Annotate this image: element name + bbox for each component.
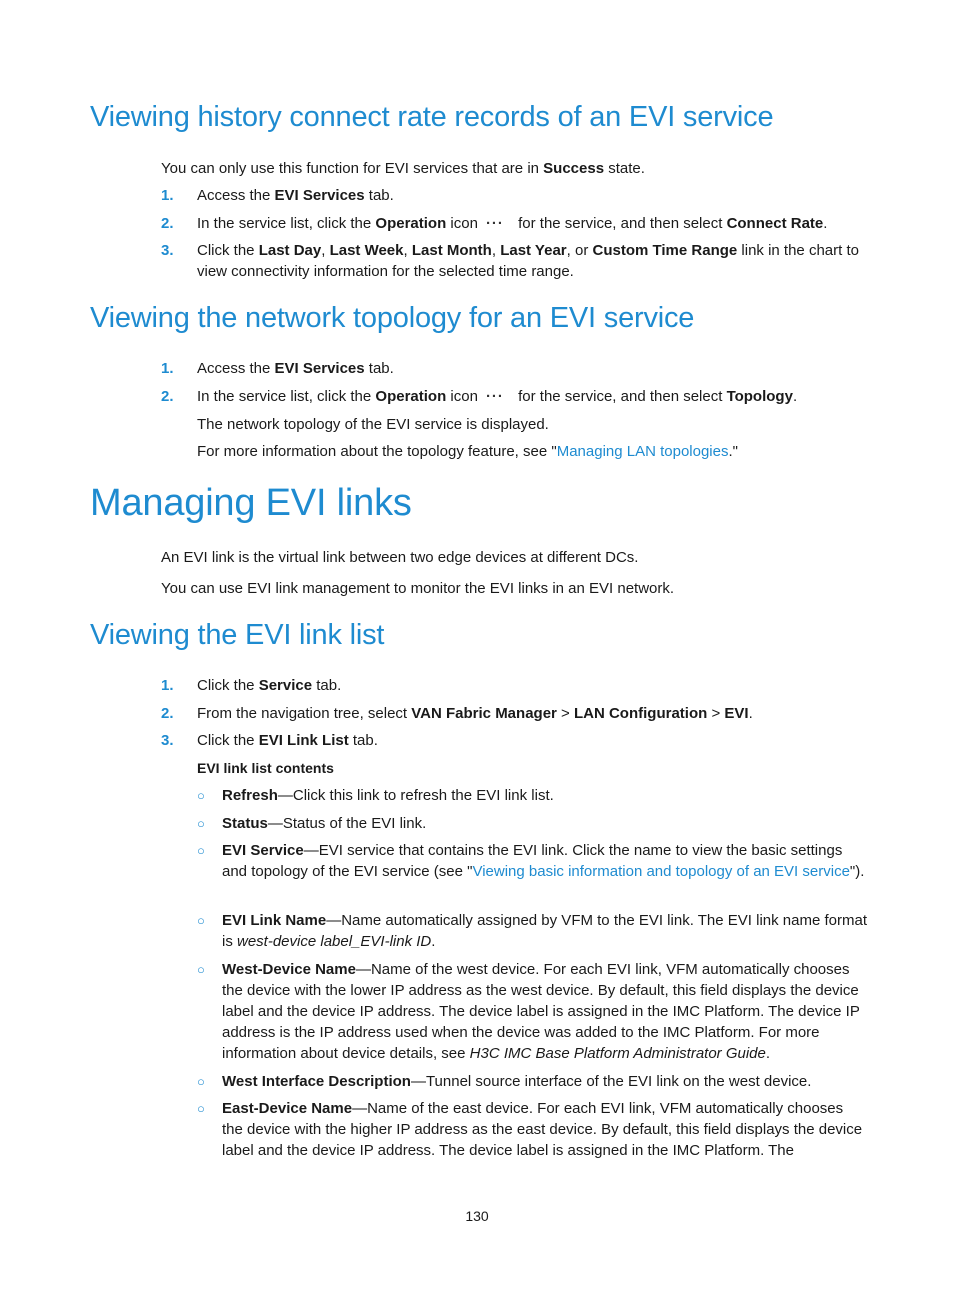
- section-title-network-topology: Viewing the network topology for an EVI service: [90, 302, 695, 334]
- operation-icon: ···: [485, 215, 504, 232]
- bullet-circle-icon: ○: [197, 843, 205, 858]
- viewing-basic-info-link[interactable]: Viewing basic information and topology of an EVI service: [472, 863, 850, 880]
- bullet-circle-icon: ○: [197, 788, 205, 803]
- sec3-para-1: An EVI link is the virtual link between two edge devices at different DCs.: [161, 549, 639, 566]
- evi-link-list-contents-heading: EVI link list contents: [197, 760, 334, 776]
- bullet-circle-icon: ○: [197, 1101, 205, 1116]
- managing-lan-topologies-link[interactable]: Managing LAN topologies: [556, 443, 729, 460]
- sec2-more-info: For more information about the topology feature, see "Managing LAN topologies.": [197, 443, 738, 460]
- section-title-history-connect-rate: Viewing history connect rate records of an EVI service: [90, 101, 774, 133]
- document-page: Viewing history connect rate records of an EVI service You can only use this function for EVI services that are in Success state. 1. Access the EVI Services tab. 2. In the service list, click the Operation icon ··· for the service, and then select Connect Rate. 3. Click the Last Day, Last Week, Last Month, Last Year, or Custom Time Range link in the chart to view connectivity information for the selected time range. Viewing the network topology for an EVI service 1. Access the EVI Services tab. 2. In the service list, click the Operation icon ··· for the service, and then select Topology. The network topology of the EVI service is displayed. For more information about the topology feature, see "Managing LAN topologies." Managing EVI links An EVI link is the virtual link between two edge devices at different DCs. You can use EVI link management to monitor the EVI links in an EVI network. Viewing the EVI link list 1. Click the Service tab. 2. From the navigation tree, select VAN Fabric Manager > LAN Configuration > EVI. 3. Click the EVI Link List tab. EVI link list contents ○ Refresh—Click this link to refresh the EVI link list. ○ Status—Status of the EVI link. ○ EVI Service—EVI service that contains the EVI link. Click the name to view the basic settings and topology of the EVI service (see "Viewing basic information and topology of an EVI service"). ○ EVI Link Name—Name automatically assigned by VFM to the EVI link. The EVI link name format is west-device label_EVI-link ID. ○ West-Device Name—Name of the west device. For each EVI link, VFM automatically chooses the device with the lower IP address as the west device. By default, this field displays the device label and the device IP address. The device label is assigned in the IMC Platform. The device IP address is the IP address used when the device was added to the IMC Platform. For more information about device details, see H3C IMC Base Platform Administrator Guide. ○ West Interface Description—Tunnel source interface of the EVI link on the west device. ○ East-Device Name—Name of the east device. For each EVI link, VFM automatically chooses the device with the higher IP address as the east device. By default, this field displays the device label and the device IP address. The device label is assigned in the IMC Platform. The 130: [0, 0, 954, 1296]
- bullet-circle-icon: ○: [197, 962, 205, 977]
- chapter-title-managing-evi-links: Managing EVI links: [90, 482, 412, 524]
- page-number: 130: [465, 1208, 489, 1224]
- sec1-intro: You can only use this function for EVI services that are in Success state.: [161, 160, 645, 177]
- sec3-para-2: You can use EVI link management to monitor the EVI links in an EVI network.: [161, 580, 675, 597]
- sec2-result: The network topology of the EVI service is displayed.: [197, 416, 549, 433]
- bullet-circle-icon: ○: [197, 913, 205, 928]
- bullet-circle-icon: ○: [197, 1074, 205, 1089]
- section-title-evi-link-list: Viewing the EVI link list: [90, 619, 385, 651]
- bullet-circle-icon: ○: [197, 816, 205, 831]
- operation-icon: ···: [485, 388, 504, 405]
